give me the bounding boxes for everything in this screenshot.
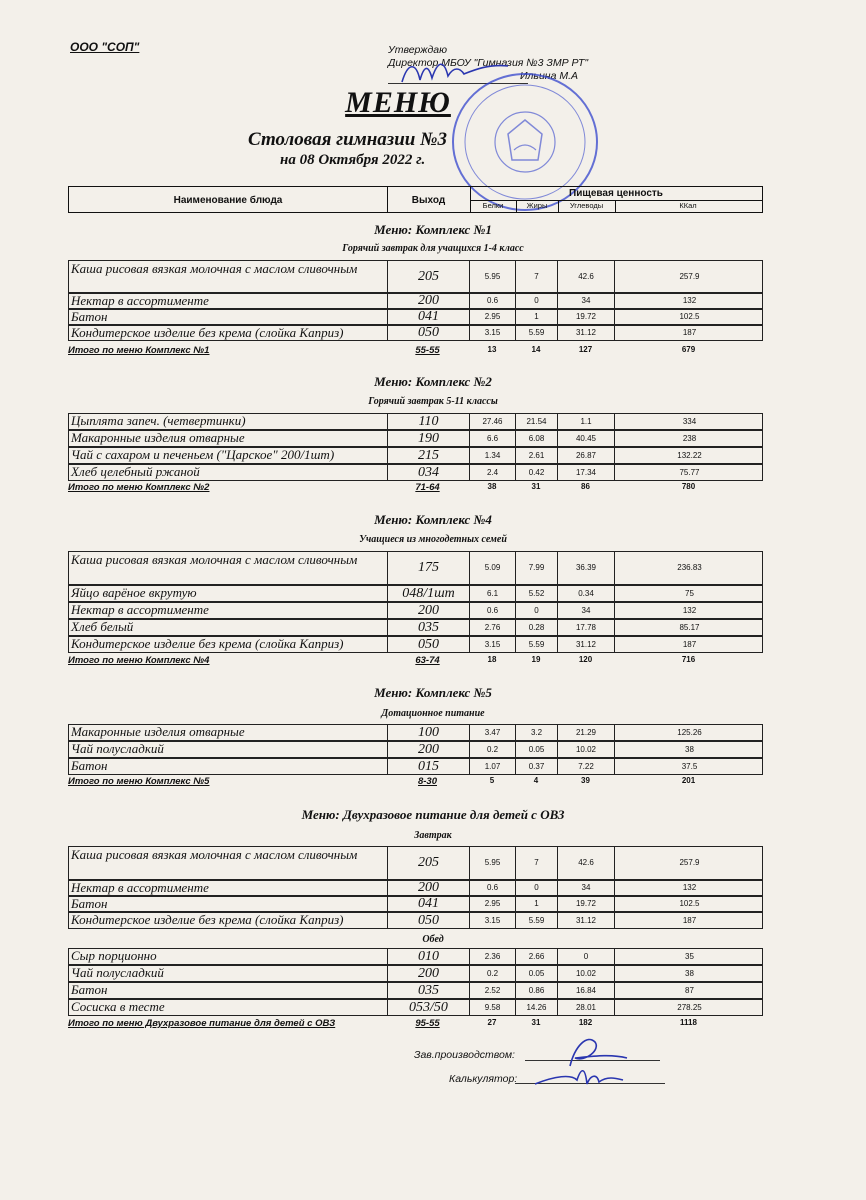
nutrition-k: 187 — [682, 640, 697, 649]
nutrition-f: 5.59 — [516, 913, 558, 928]
dish-name: Кондитерское изделие без крема (слойка Каприз) — [71, 325, 344, 340]
dish-name: Нектар в ассортименте — [71, 880, 209, 895]
dish-output: 050 — [387, 326, 470, 340]
nutrition-c: 34 — [558, 294, 615, 308]
dish-name: Батон — [71, 309, 108, 324]
nutrition-k: 236.83 — [677, 563, 702, 572]
dish-output: 100 — [387, 725, 470, 740]
table-row — [68, 602, 763, 619]
section-subtitle: Учащиеся из многодетных семей — [359, 534, 507, 545]
nutrition-p: 5.95 — [470, 847, 516, 879]
nutrition-p: 6.6 — [470, 431, 516, 446]
table-row — [68, 724, 763, 741]
dish-name: Хлеб целебный ржаной — [71, 464, 200, 479]
total-output: 95-55 — [415, 1018, 440, 1029]
dish-output: 190 — [387, 431, 470, 446]
total-c: 86 — [581, 482, 590, 491]
nutrition-f: 14.26 — [516, 1000, 558, 1015]
dish-output: 041 — [387, 310, 470, 324]
nutrition-k: 187 — [682, 328, 697, 337]
total-row — [68, 776, 763, 789]
table-row — [68, 948, 763, 965]
nutrition-f: 5.59 — [516, 637, 558, 652]
nutrition-c: 26.87 — [558, 448, 615, 463]
dish-name: Батон — [71, 982, 108, 997]
nutrition-c: 7.22 — [558, 759, 615, 774]
section-title: Меню: Двухразовое питание для детей с ОВЗ — [301, 807, 565, 822]
total-k: 1118 — [680, 1018, 697, 1027]
total-label: Итого по меню Комплекс №4 — [68, 655, 210, 666]
header-fats: Жиры — [516, 200, 559, 212]
nutrition-c: 19.72 — [558, 310, 615, 324]
total-p: 38 — [487, 482, 497, 491]
nutrition-f: 5.52 — [516, 586, 558, 601]
nutrition-c: 42.6 — [558, 261, 615, 292]
nutrition-k: 38 — [685, 969, 694, 978]
nutrition-c: 31.12 — [558, 326, 615, 340]
table-row — [68, 430, 763, 447]
nutrition-c: 17.34 — [558, 465, 615, 480]
table-row — [68, 896, 763, 912]
total-f: 14 — [531, 345, 541, 354]
nutrition-f: 0.05 — [516, 966, 558, 981]
nutrition-c: 1.1 — [558, 414, 615, 429]
nutrition-f: 7 — [516, 261, 558, 292]
nutrition-f: 0 — [516, 881, 558, 895]
nutrition-p: 27.46 — [470, 414, 516, 429]
table-row — [68, 585, 763, 602]
table-row — [68, 912, 763, 929]
header-output: Выход — [387, 187, 471, 212]
approval-label: Утверждаю — [388, 44, 448, 56]
dish-output: 050 — [387, 913, 470, 928]
section-subtitle: Горячий завтрак для учащихся 1-4 класс — [342, 243, 524, 254]
nutrition-f: 0.05 — [516, 742, 558, 757]
section-title: Меню: Комплекс №4 — [374, 512, 492, 527]
dish-name: Хлеб белый — [71, 619, 134, 634]
nutrition-k: 38 — [685, 745, 694, 754]
total-row — [68, 655, 763, 668]
nutrition-k: 75 — [685, 589, 694, 598]
dish-name: Чай с сахаром и печеньем ("Царское" 200/1шт) — [71, 447, 335, 462]
section-subtitle: Завтрак — [414, 830, 452, 841]
table-row — [68, 965, 763, 982]
nutrition-k: 278.25 — [677, 1003, 702, 1012]
nutrition-f: 2.66 — [516, 949, 558, 964]
nutrition-p: 1.34 — [470, 448, 516, 463]
dish-name: Каша рисовая вязкая молочная с маслом сливочным — [71, 847, 358, 862]
nutrition-f: 0.86 — [516, 983, 558, 998]
total-f: 31 — [531, 1018, 541, 1027]
nutrition-k: 132 — [682, 296, 697, 305]
dish-output: 215 — [387, 448, 470, 463]
dish-name: Яйцо варёное вкрутую — [71, 585, 197, 600]
dish-output: 175 — [387, 552, 470, 584]
total-k: 679 — [681, 345, 696, 354]
dish-output: 200 — [387, 294, 470, 308]
dish-output: 200 — [387, 742, 470, 757]
total-output: 55-55 — [415, 345, 440, 356]
dish-output: 110 — [387, 414, 470, 429]
nutrition-c: 10.02 — [558, 742, 615, 757]
dish-name: Макаронные изделия отварные — [71, 430, 245, 445]
dish-output: 200 — [387, 881, 470, 895]
nutrition-c: 34 — [558, 603, 615, 618]
handwritten-signatures — [515, 1028, 645, 1098]
total-f: 31 — [531, 482, 541, 491]
total-output: 71-64 — [415, 482, 440, 493]
nutrition-c: 31.12 — [558, 637, 615, 652]
nutrition-k: 37.5 — [681, 762, 698, 771]
total-p: 5 — [489, 776, 495, 785]
total-f: 4 — [533, 776, 539, 785]
table-header — [68, 186, 763, 213]
nutrition-c: 31.12 — [558, 913, 615, 928]
nutrition-f: 7.99 — [516, 552, 558, 584]
header-nutrition: Пищевая ценность — [470, 187, 762, 201]
total-p: 18 — [487, 655, 497, 664]
nutrition-p: 3.15 — [470, 913, 516, 928]
dish-name: Нектар в ассортименте — [71, 602, 209, 617]
total-output: 8-30 — [417, 776, 437, 787]
nutrition-p: 0.6 — [470, 294, 516, 308]
nutrition-p: 2.52 — [470, 983, 516, 998]
menu-date: на 08 Октября 2022 г. — [280, 152, 426, 168]
approval-name: Ильина М.А — [520, 70, 578, 82]
nutrition-p: 0.2 — [470, 966, 516, 981]
dish-output: 041 — [387, 897, 470, 911]
nutrition-c: 28.01 — [558, 1000, 615, 1015]
section-subtitle: Дотационное питание — [381, 708, 485, 719]
nutrition-k: 257.9 — [679, 272, 700, 281]
dish-name: Кондитерское изделие без крема (слойка Каприз) — [71, 636, 344, 651]
table-row — [68, 309, 763, 325]
nutrition-c: 0.34 — [558, 586, 615, 601]
header-carbs: Углеводы — [558, 200, 616, 212]
nutrition-f: 5.59 — [516, 326, 558, 340]
nutrition-c: 10.02 — [558, 966, 615, 981]
total-c: 120 — [578, 655, 593, 664]
approval-signature — [398, 56, 528, 88]
total-k: 716 — [681, 655, 696, 664]
dish-name: Цыплята запеч. (четвертинки) — [71, 413, 246, 428]
total-row — [68, 482, 763, 495]
dish-name: Каша рисовая вязкая молочная с маслом сливочным — [71, 552, 358, 567]
nutrition-f: 0.28 — [516, 620, 558, 635]
nutrition-k: 132 — [682, 606, 697, 615]
nutrition-p: 2.95 — [470, 310, 516, 324]
table-row — [68, 447, 763, 464]
header-proteins: Белки — [470, 200, 517, 212]
dish-output: 200 — [387, 603, 470, 618]
nutrition-c: 40.45 — [558, 431, 615, 446]
dish-name: Каша рисовая вязкая молочная с маслом сливочным — [71, 261, 358, 276]
total-label: Итого по меню Комплекс №5 — [68, 776, 210, 787]
section-subtitle: Обед — [422, 934, 444, 945]
dish-output: 034 — [387, 465, 470, 480]
dish-name: Чай полусладкий — [71, 741, 164, 756]
table-row — [68, 846, 763, 880]
nutrition-k: 87 — [685, 986, 694, 995]
nutrition-c: 21.29 — [558, 725, 615, 740]
organization: ООО "СОП" — [70, 40, 140, 54]
dish-output: 035 — [387, 620, 470, 635]
header-kcal: ККал — [679, 201, 697, 210]
nutrition-c: 42.6 — [558, 847, 615, 879]
nutrition-k: 187 — [682, 916, 697, 925]
nutrition-c: 36.39 — [558, 552, 615, 584]
section-title: Меню: Комплекс №2 — [374, 374, 492, 389]
nutrition-f: 3.2 — [516, 725, 558, 740]
page-title: МЕНЮ — [345, 86, 451, 119]
nutrition-c: 0 — [558, 949, 615, 964]
total-row — [68, 345, 763, 358]
dish-output: 205 — [387, 261, 470, 292]
header-dish-name: Наименование блюда — [69, 187, 388, 212]
table-row — [68, 551, 763, 585]
nutrition-k: 75.77 — [679, 468, 700, 477]
table-row — [68, 999, 763, 1016]
dish-output: 010 — [387, 949, 470, 964]
nutrition-c: 19.72 — [558, 897, 615, 911]
total-k: 201 — [681, 776, 696, 785]
nutrition-k: 132 — [682, 883, 697, 892]
nutrition-p: 3.47 — [470, 725, 516, 740]
nutrition-p: 3.15 — [470, 326, 516, 340]
table-row — [68, 413, 763, 430]
nutrition-p: 5.95 — [470, 261, 516, 292]
nutrition-f: 0.42 — [516, 465, 558, 480]
chef-signature-label: Зав.производством: — [414, 1049, 515, 1061]
page-subtitle: Столовая гимназии №3 — [248, 129, 447, 150]
total-k: 780 — [681, 482, 696, 491]
dish-name: Нектар в ассортименте — [71, 293, 209, 308]
nutrition-c: 16.84 — [558, 983, 615, 998]
nutrition-p: 0.6 — [470, 603, 516, 618]
nutrition-f: 1 — [516, 310, 558, 324]
dish-name: Сосиска в тесте — [71, 999, 165, 1014]
nutrition-p: 3.15 — [470, 637, 516, 652]
nutrition-p: 2.95 — [470, 897, 516, 911]
nutrition-f: 1 — [516, 897, 558, 911]
total-c: 182 — [578, 1018, 593, 1027]
nutrition-c: 17.78 — [558, 620, 615, 635]
dish-name: Макаронные изделия отварные — [71, 724, 245, 739]
nutrition-f: 0 — [516, 603, 558, 618]
nutrition-p: 9.58 — [470, 1000, 516, 1015]
calc-signature-label: Калькулятор: — [449, 1073, 518, 1085]
nutrition-k: 257.9 — [679, 858, 700, 867]
nutrition-f: 7 — [516, 847, 558, 879]
total-p: 27 — [487, 1018, 497, 1027]
dish-output: 053/50 — [387, 1000, 470, 1015]
table-row — [68, 636, 763, 653]
table-row — [68, 260, 763, 293]
nutrition-f: 0 — [516, 294, 558, 308]
nutrition-k: 334 — [682, 417, 697, 426]
section-title: Меню: Комплекс №1 — [374, 222, 492, 237]
nutrition-k: 102.5 — [679, 312, 700, 321]
nutrition-f: 2.61 — [516, 448, 558, 463]
nutrition-p: 2.4 — [470, 465, 516, 480]
table-row — [68, 325, 763, 341]
nutrition-k: 238 — [682, 434, 697, 443]
total-c: 127 — [578, 345, 593, 354]
nutrition-f: 6.08 — [516, 431, 558, 446]
table-row — [68, 464, 763, 481]
table-row — [68, 619, 763, 636]
dish-output: 035 — [387, 983, 470, 998]
total-c: 39 — [581, 776, 590, 785]
dish-name: Батон — [71, 896, 108, 911]
nutrition-k: 132.22 — [677, 451, 702, 460]
nutrition-k: 125.26 — [677, 728, 702, 737]
nutrition-p: 0.2 — [470, 742, 516, 757]
nutrition-c: 34 — [558, 881, 615, 895]
nutrition-k: 85.17 — [679, 623, 700, 632]
table-row — [68, 982, 763, 999]
nutrition-f: 0.37 — [516, 759, 558, 774]
total-label: Итого по меню Комплекс №1 — [68, 345, 210, 356]
dish-name: Чай полусладкий — [71, 965, 164, 980]
approval-position: Директор МБОУ "Гимназия №3 ЗМР РТ" — [388, 57, 589, 69]
table-row — [68, 880, 763, 896]
dish-output: 205 — [387, 847, 470, 879]
nutrition-k: 35 — [685, 952, 694, 961]
table-row — [68, 741, 763, 758]
dish-name: Батон — [71, 758, 108, 773]
dish-name: Сыр порционно — [71, 948, 157, 963]
dish-output: 050 — [387, 637, 470, 652]
total-row — [68, 1018, 763, 1031]
nutrition-p: 0.6 — [470, 881, 516, 895]
table-row — [68, 293, 763, 309]
dish-output: 015 — [387, 759, 470, 774]
table-row — [68, 758, 763, 775]
dish-name: Кондитерское изделие без крема (слойка Каприз) — [71, 912, 344, 927]
nutrition-p: 5.09 — [470, 552, 516, 584]
nutrition-p: 6.1 — [470, 586, 516, 601]
total-p: 13 — [487, 345, 497, 354]
nutrition-p: 1.07 — [470, 759, 516, 774]
section-subtitle: Горячий завтрак 5-11 классы — [368, 396, 498, 407]
nutrition-p: 2.76 — [470, 620, 516, 635]
nutrition-f: 21.54 — [516, 414, 558, 429]
nutrition-p: 2.36 — [470, 949, 516, 964]
total-f: 19 — [531, 655, 541, 664]
dish-output: 048/1шт — [387, 586, 470, 601]
nutrition-k: 102.5 — [679, 899, 700, 908]
dish-output: 200 — [387, 966, 470, 981]
total-label: Итого по меню Двухразовое питание для детей с ОВЗ — [68, 1018, 336, 1029]
total-output: 63-74 — [415, 655, 440, 666]
section-title: Меню: Комплекс №5 — [374, 685, 492, 700]
total-label: Итого по меню Комплекс №2 — [68, 482, 210, 493]
